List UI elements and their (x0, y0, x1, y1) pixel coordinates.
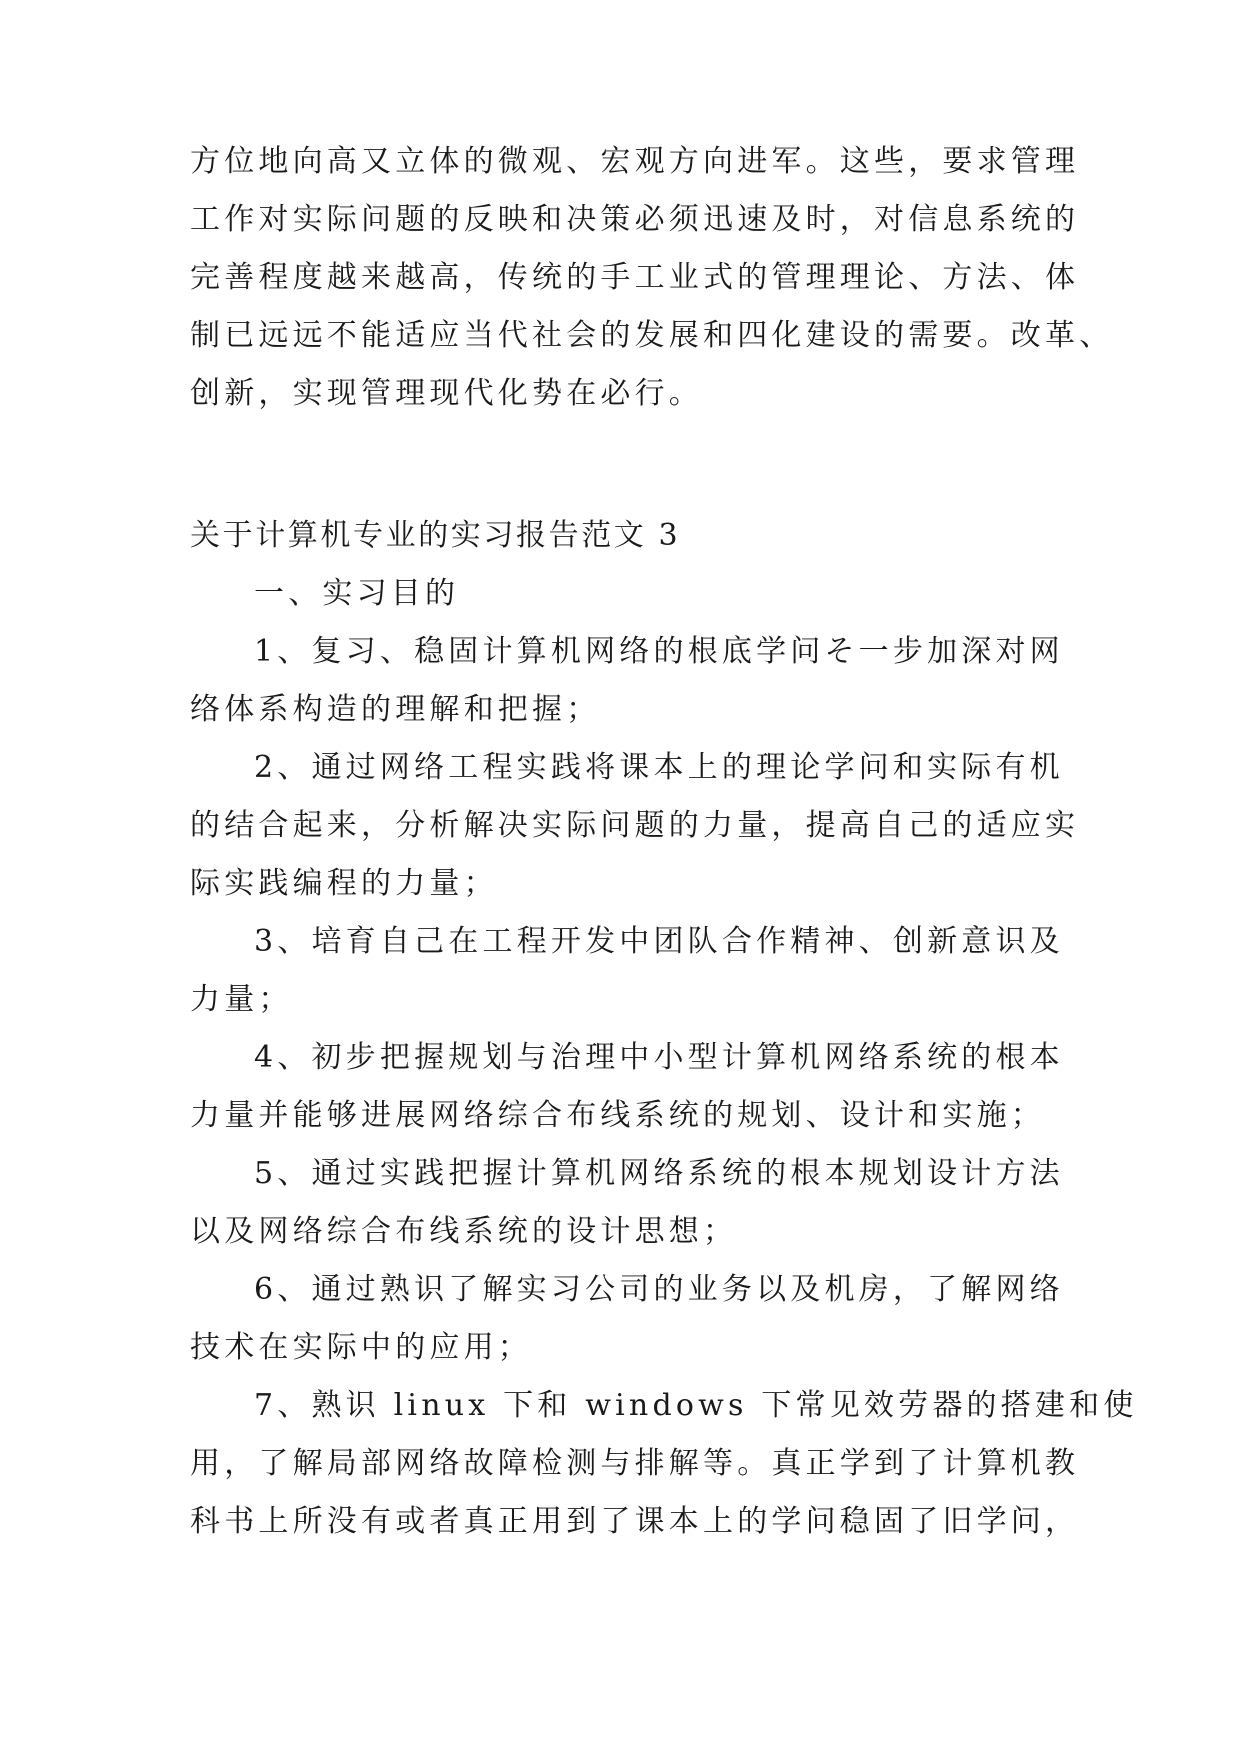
list-item-line: 7、熟识 linux 下和 windows 下常见效劳器的搭建和使 (254, 1388, 1138, 1423)
list-item-line: 技术在实际中的应用； (190, 1330, 532, 1365)
list-item-line: 科书上所没有或者真正用到了课本上的学问稳固了旧学问， (190, 1504, 1080, 1539)
list-item-line: 4、初步把握规划与治理中小型计算机网络系统的根本 (254, 1040, 1064, 1075)
intro-line: 工作对实际问题的反映和决策必须迅速及时，对信息系统的 (190, 202, 1080, 237)
list-item-line: 6、通过熟识了解实习公司的业务以及机房，了解网络 (254, 1272, 1064, 1307)
intro-line: 制已远远不能适应当代社会的发展和四化建设的需要。改革、 (190, 318, 1114, 353)
list-item-line: 力量； (190, 982, 293, 1017)
list-item-line: 3、培育自己在工程开发中团队合作精神、创新意识及 (254, 924, 1064, 959)
list-item-line: 的结合起来，分析解决实际问题的力量，提高自己的适应实 (190, 808, 1080, 843)
section-title: 关于计算机专业的实习报告范文 3 (190, 518, 681, 553)
list-item-line: 5、通过实践把握计算机网络系统的根本规划设计方法 (254, 1156, 1064, 1191)
list-item-line: 力量并能够进展网络综合布线系统的规划、设计和实施； (190, 1098, 1045, 1133)
list-item-line: 1、复习、稳固计算机网络的根底学问そ一步加深对网 (254, 634, 1064, 669)
list-item-line: 以及网络综合布线系统的设计思想； (190, 1214, 738, 1249)
list-item-line: 用，了解局部网络故障检测与排解等。真正学到了计算机教 (190, 1446, 1080, 1481)
intro-line: 方位地向高又立体的微观、宏观方向进军。这些，要求管理 (190, 144, 1080, 179)
subheading: 一、实习目的 (254, 576, 460, 611)
intro-line: 创新，实现管理现代化势在必行。 (190, 376, 703, 411)
intro-line: 完善程度越来越高，传统的手工业式的管理理论、方法、体 (190, 260, 1080, 295)
list-item-line: 际实践编程的力量； (190, 866, 498, 901)
list-item-line: 络体系构造的理解和把握； (190, 692, 601, 727)
list-item-line: 2、通过网络工程实践将课本上的理论学问和实际有机 (254, 750, 1064, 785)
